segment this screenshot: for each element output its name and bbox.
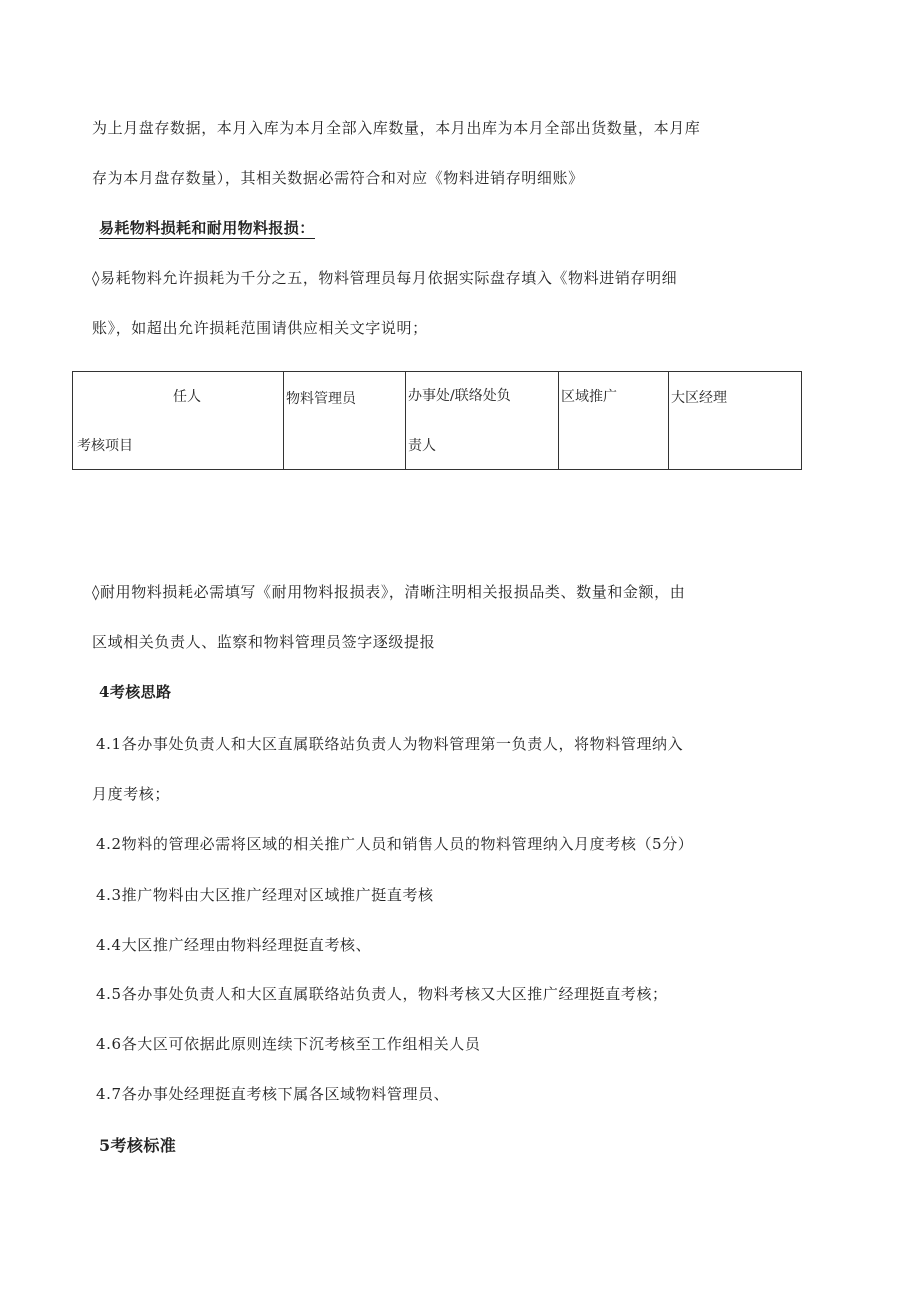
table-header-top-label: 任人 [173,389,201,405]
list-item: 月度考核； [92,785,171,803]
paragraph-line: ◊耐用物料损耗必需填写《耐用物料报损表》，清晰注明相关报损品类、数量和金额，由 [92,583,686,601]
list-item: 4.4大区推广经理由物料经理挺直考核、 [96,936,372,954]
table-cell [669,372,802,470]
list-item: 4.3推广物料由大区推广经理对区域推广挺直考核 [96,886,434,904]
paragraph-line: 账》，如超出允许损耗范围请供应相关文字说明； [92,319,428,337]
responsibility-table [72,371,802,470]
paragraph-line: 为上月盘存数据，本月入库为本月全部入库数量，本月出库为本月全部出货数量，本月库 [92,119,701,137]
table-cell [284,372,406,470]
list-item: 4.7各办事处经理挺直考核下属各区域物料管理员、 [96,1085,450,1103]
table-cell [406,372,559,470]
paragraph-line: 区域相关负责人、监察和物料管理员签字逐级提报 [92,633,436,651]
table-column-label: 大区经理 [671,390,727,406]
section-heading-4: 4考核思路 [99,683,172,701]
paragraph-line: ◊易耗物料允许损耗为千分之五，物料管理员每月依据实际盘存填入《物料进销存明细 [92,269,678,287]
section-heading-consumables [99,218,315,238]
list-item: 4.2物料的管理必需将区域的相关推广人员和销售人员的物料管理纳入月度考核（5分） [96,835,694,853]
table-header-bottom-label: 考核项目 [77,438,133,454]
table-column-label: 区域推广 [561,389,617,405]
list-item: 4.6各大区可依据此原则连续下沉考核至工作组相关人员 [96,1035,481,1053]
list-item: 4.5各办事处负责人和大区直属联络站负责人，物料考核又大区推广经理挺直考核； [96,985,668,1003]
list-item: 4.1各办事处负责人和大区直属联络站负责人为物料管理第一负责人，将物料管理纳入 [96,735,684,753]
table-cell [559,372,669,470]
table-column-label: 办事处/联络处负 [408,388,511,404]
paragraph-line: 存为本月盘存数量），其相关数据必需符合和对应《物料进销存明细账》 [92,169,584,187]
table-column-label: 责人 [408,438,436,454]
table-column-label: 物料管理员 [286,391,356,407]
heading-text: 易耗物料损耗和耐用物料报损： [99,219,315,237]
table-header-diagonal-cell [73,372,284,470]
section-heading-5: 5考核标准 [99,1136,177,1155]
